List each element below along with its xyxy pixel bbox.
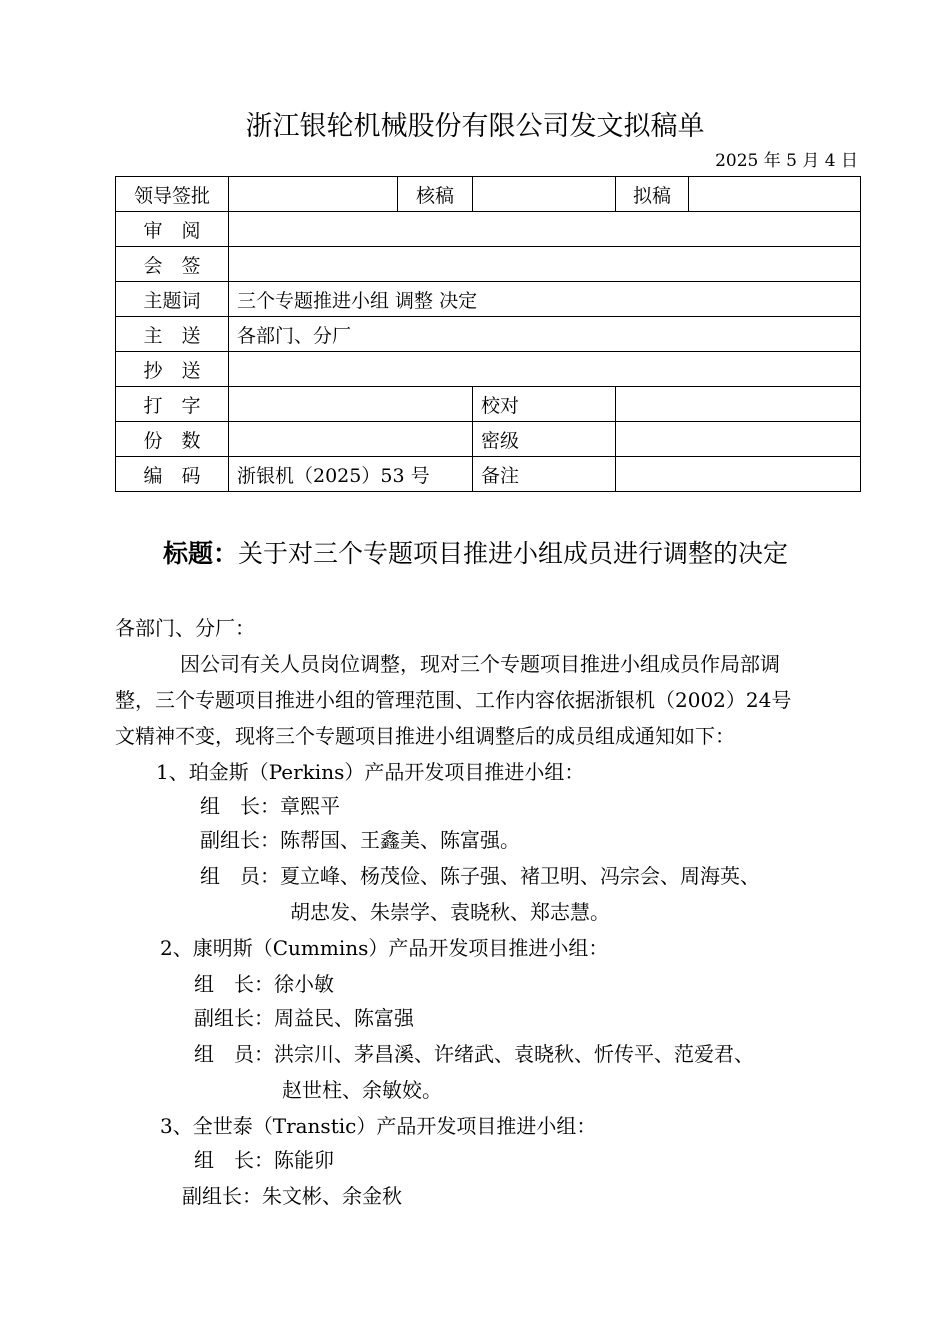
group-2-deputy: 副组长：周益民、陈富强 [194,1006,414,1030]
countersign-cell[interactable] [229,247,861,282]
form-row-countersign [116,247,861,282]
countersign-label: 会 签 [116,247,229,282]
group-2-title: 2、康明斯（Cummins）产品开发项目推进小组： [160,936,609,960]
salutation: 各部门、分厂： [115,616,255,640]
document-date: 2025 年 5 月 4 日 [715,151,858,171]
note-cell[interactable] [616,457,861,492]
typing-cell[interactable] [229,387,473,422]
draft-label: 拟稿 [616,177,689,212]
group-1-members: 组 员：夏立峰、杨茂俭、陈子强、褚卫明、冯宗会、周海英、 [200,864,760,888]
review-draft-cell[interactable] [473,177,616,212]
form-row-copies [116,422,861,457]
draft-form-table [115,176,861,492]
review-draft-label: 核稿 [398,177,473,212]
keywords-label: 主题词 [116,282,229,317]
group-1-deputy: 副组长：陈帮国、王鑫美、陈富强。 [200,828,520,852]
form-row-keywords [116,282,861,317]
note-label: 备注 [473,457,616,492]
form-row-main-to [116,317,861,352]
copies-label: 份 数 [116,422,229,457]
form-row-read [116,212,861,247]
cc-label: 抄 送 [116,352,229,387]
group-3-leader: 组 长：陈能卯 [194,1148,334,1172]
form-row-typing [116,387,861,422]
form-row-cc [116,352,861,387]
read-label: 审 阅 [116,212,229,247]
form-row-code [116,457,861,492]
secret-label: 密级 [473,422,616,457]
headline [115,536,865,572]
headline-lead: 标题： [163,539,239,568]
code-value: 浙银机（2025）53 号 [229,457,473,492]
group-1-title: 1、珀金斯（Perkins）产品开发项目推进小组： [156,760,585,784]
cc-cell[interactable] [229,352,861,387]
proof-label: 校对 [473,387,616,422]
group-1-leader: 组 长：章熙平 [200,794,340,818]
document-title: 浙江银轮机械股份有限公司发文拟稿单 [245,111,705,142]
headline-text: 关于对三个专题项目推进小组成员进行调整的决定 [238,539,789,568]
group-3-deputy: 副组长：朱文彬、余金秋 [182,1184,402,1208]
secret-cell[interactable] [616,422,861,457]
proof-cell[interactable] [616,387,861,422]
main-to-value: 各部门、分厂 [229,317,861,352]
paragraph-line-2: 整，三个专题项目推进小组的管理范围、工作内容依据浙银机（2002）24号 [115,688,792,712]
read-cell[interactable] [229,212,861,247]
keywords-value: 三个专题推进小组 调整 决定 [229,282,861,317]
group-1-members-cont: 胡忠发、朱崇学、袁晓秋、郑志慧。 [290,900,610,924]
leader-sign-label: 领导签批 [116,177,229,212]
code-label: 编 码 [116,457,229,492]
main-to-label: 主 送 [116,317,229,352]
group-2-members: 组 员：洪宗川、茅昌溪、许绪武、袁晓秋、忻传平、范爱君、 [194,1042,754,1066]
copies-cell[interactable] [229,422,473,457]
draft-cell[interactable] [689,177,861,212]
form-row-approval [116,177,861,212]
leader-sign-cell[interactable] [229,177,398,212]
paragraph-line-1: 因公司有关人员岗位调整，现对三个专题项目推进小组成员作局部调 [180,652,780,676]
paragraph-line-3: 文精神不变，现将三个专题项目推进小组调整后的成员组成通知如下： [115,724,735,748]
group-2-members-cont: 赵世柱、余敏姣。 [282,1078,442,1102]
typing-label: 打 字 [116,387,229,422]
group-2-leader: 组 长：徐小敏 [194,972,334,996]
group-3-title: 3、全世泰（Transtic）产品开发项目推进小组： [160,1114,597,1138]
